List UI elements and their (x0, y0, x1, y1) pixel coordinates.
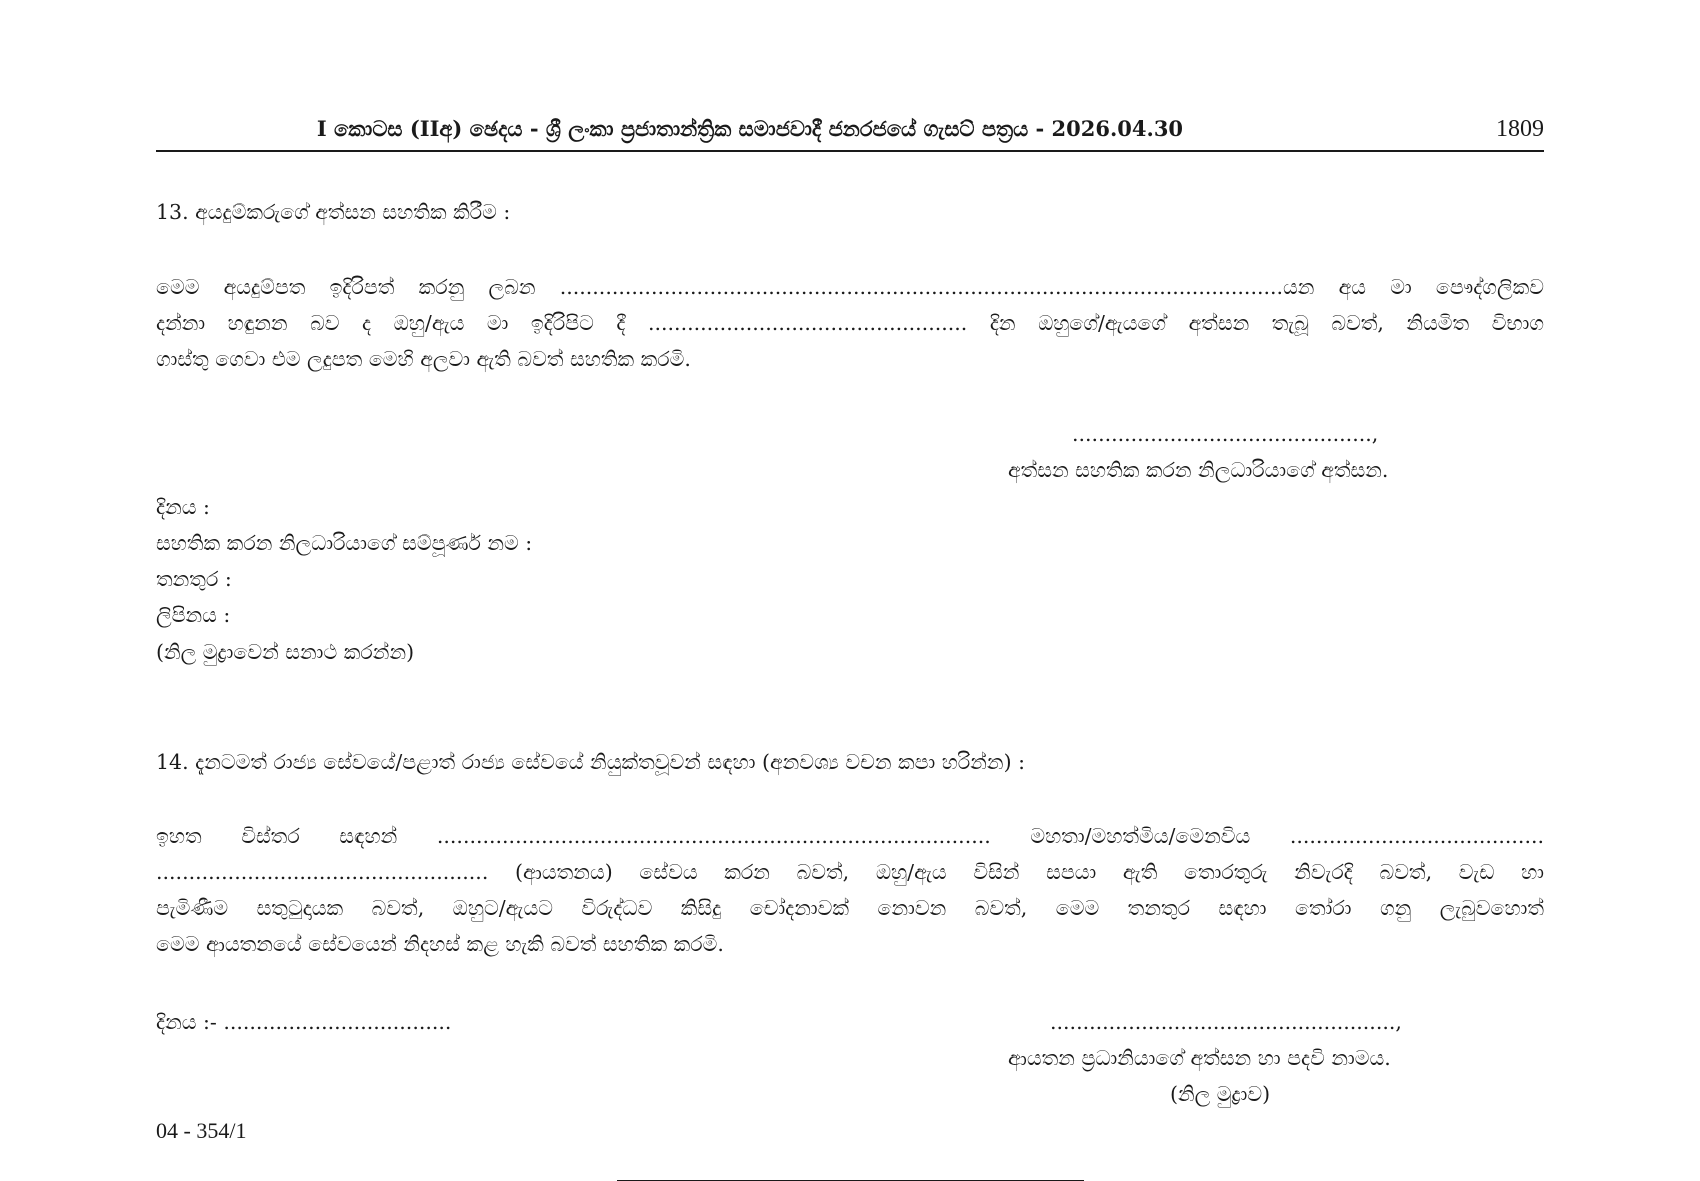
section-13-heading: 13. අයදුම්කරුගේ අත්සන සහතික කිරීම : (156, 200, 511, 224)
section-14-paragraph-line: පැමිණීම සතුටුදායක බවත්, ඔහුට/ඇයට විරුද්ධව කිසිදු චෝදනාවක් නොවන බවත්, මෙම තනතුර සඳහා තෝරා ගනු ලැබුවහොත් (156, 896, 1544, 920)
section-14-paragraph-line: ................................................... (ආයතනය) සේවය කරන බවත්, ඔහු/ඇය විසින් සපයා ඇති තොරතුරු නිවැරදි බවත්, වැඩ හා (156, 860, 1544, 884)
address-label: ලිපිනය : (156, 603, 231, 627)
gazette-header (156, 112, 1544, 152)
date-field-label: දිනය : (156, 495, 210, 519)
seal-caption: (නිල මුද්‍රාව) (1170, 1082, 1271, 1106)
head-signature-line: ....................................................., (1050, 1010, 1402, 1034)
section-14-heading: 14. දැනටමත් රාජ්‍ය සේවයේ/පළාත් රාජ්‍ය සේවයේ නියුක්තවූවන් සඳහා (අනවශ්‍ය වචන කපා හරින්න) : (156, 750, 1025, 774)
date-line: දිනය :- ................................... (156, 1010, 452, 1034)
officer-full-name-label: සහතික කරන නිලධාරියාගේ සම්පූර්ණ නම : (156, 531, 533, 555)
signature-line: .............................................., (1072, 422, 1379, 446)
page-number: 1809 (1496, 116, 1544, 142)
section-14-paragraph-line: ඉහත විස්තර සඳහන් ..................................................................................... මහතා/මහත්මිය/මෙනවිය ....................................... (156, 824, 1544, 848)
signature-caption: අත්සන සහතික කරන නිලධාරියාගේ අත්සන. (1008, 458, 1389, 482)
official-seal-note: (නිල මුද්‍රාවෙන් සනාථ කරන්න) (156, 640, 415, 664)
section-13-paragraph-line: දන්නා හඳුනන බව ද ඔහු/ඇය මා ඉදිරිපිට දී ................................................. දින ඔහුගේ/ඇයගේ අත්සන තැබූ බවත්, නියමිත විභාග (156, 311, 1544, 335)
gazette-header-title: I කොටස (IIඅ) ඡෙදය - ශ්‍රී ලංකා ප්‍රජාතාන්ත්‍රික සමාජවාදී ජනරජයේ ගැසට් පත්‍රය - 2026.04.30 (316, 116, 1184, 141)
section-13-paragraph-line: මෙම අයදුම්පත ඉදිරිපත් කරනු ලබන ...............................................................................................................යන අය මා පෞද්ගලිකව (156, 275, 1544, 299)
section-14-paragraph-line: මෙම ආයතනයේ සේවයෙන් නිදහස් කළ හැකි බවත් සහතික කරමි. (156, 932, 724, 956)
section-13-paragraph-line: ගාස්තු ගෙවා එම ලදුපත මෙහි අලවා ඇති බවත් සහතික කරමි. (156, 347, 691, 371)
gazette-reference: 04 - 354/1 (156, 1118, 247, 1143)
head-signature-caption: ආයතන ප්‍රධානියාගේ අත්සන හා පදවි නාමය. (1008, 1046, 1391, 1070)
designation-label: තනතුර : (156, 567, 232, 591)
